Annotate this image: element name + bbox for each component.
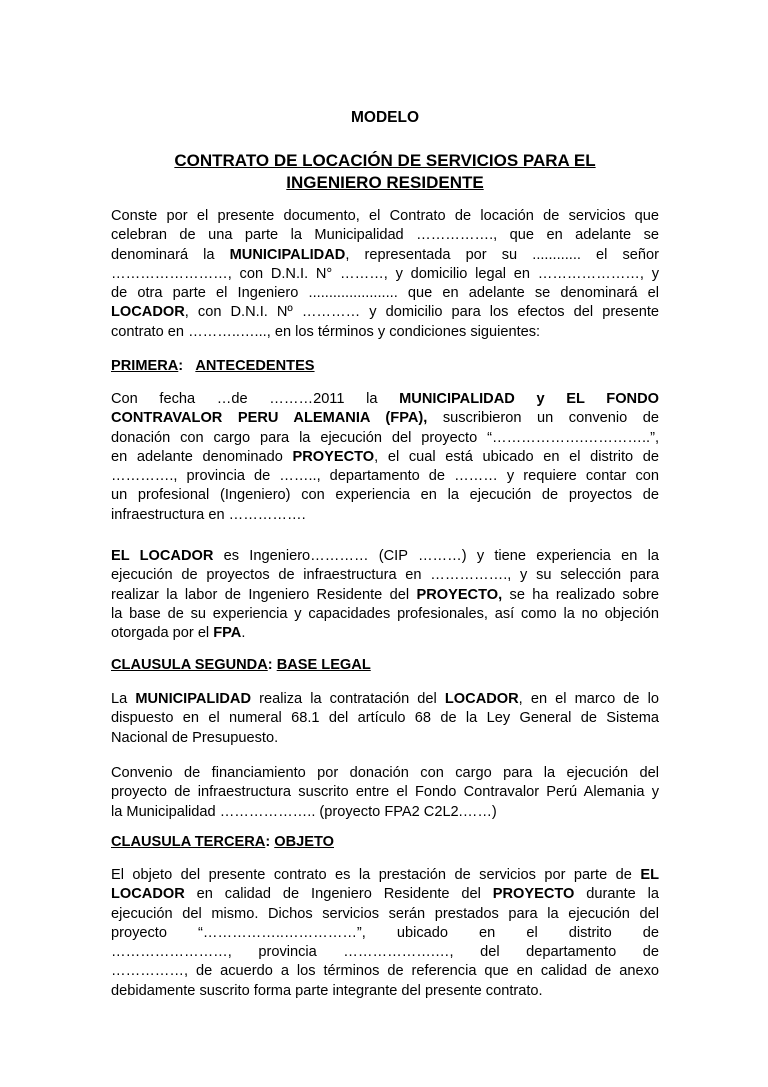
- clause-2-line: La MUNICIPALIDAD realiza la contratación del LOCADOR, en el marco de lo: [111, 691, 659, 707]
- clause-1-heading: PRIMERA: ANTECEDENTES: [111, 358, 315, 374]
- intro-line: LOCADOR, con D.N.I. Nº ………… y domicilio para los efectos del presente: [111, 304, 659, 321]
- intro-line: Conste por el presente documento, el Contrato de locación de servicios que: [111, 208, 659, 224]
- clause-2-line: proyecto de infraestructura suscrito entre el Fondo Contravalor Perú Alemania y: [111, 784, 659, 801]
- clause-1-line: otorgada por el FPA.: [111, 625, 246, 642]
- clause-1-paragraph-2: [111, 547, 659, 643]
- clause-2-paragraph-2: [111, 764, 659, 822]
- subtitle-line-1: CONTRATO DE LOCACIÓN DE SERVICIOS PARA EL: [174, 151, 596, 170]
- intro-line: de otra parte el Ingeniero ...................... que en adelante se denominará el: [111, 285, 659, 302]
- clause-3-paragraph-1: [111, 866, 659, 1001]
- clause-1-line: realizar la labor de Ingeniero Residente del PROYECTO, se ha realizado sobre: [111, 586, 659, 603]
- clause-2-line: Convenio de financiamiento por donación con cargo para la ejecución del: [111, 765, 659, 781]
- clause-1-line: EL LOCADOR es Ingeniero………… (CIP ………) y tiene experiencia en la: [111, 548, 659, 564]
- clause-2-heading: CLAUSULA SEGUNDA: BASE LEGAL: [111, 657, 371, 673]
- clause-3-line: proyecto “……………..……………”, ubicado en el distrito de: [111, 924, 659, 941]
- clause-1-line: Con fecha …de ………2011 la MUNICIPALIDAD y EL FONDO: [111, 391, 659, 407]
- clause-1-line: CONTRAVALOR PERU ALEMANIA (FPA), suscribieron un convenio de: [111, 410, 659, 427]
- clause-3-line: ……………………, provincia ……………….…, del departamento de: [111, 944, 659, 961]
- clause-2-line: la Municipalidad ……………….. (proyecto FPA2 C2L2.……): [111, 803, 497, 820]
- clause-3-line: debidamente suscrito forma parte integrante del presente contrato.: [111, 982, 543, 999]
- document-subtitle: [111, 150, 659, 193]
- clause-3-line: ……………, de acuerdo a los términos de referencia que en calidad de anexo: [111, 963, 659, 980]
- document-title: MODELO: [350, 109, 420, 126]
- clause-2-line: Nacional de Presupuesto.: [111, 729, 279, 746]
- subtitle-line-2: INGENIERO RESIDENTE: [286, 172, 484, 192]
- clause-3-line: LOCADOR en calidad de Ingeniero Residente del PROYECTO durante la: [111, 886, 659, 903]
- clause-1-paragraph-1: [111, 390, 659, 525]
- clause-1-line: ejecución de proyectos de infraestructura en ……………., y su selección para: [111, 567, 659, 584]
- clause-1-line: donación con cargo para la ejecución del proyecto “……………….…………..”,: [111, 429, 659, 446]
- intro-paragraph: [111, 207, 659, 342]
- clause-3-line: ejecución del mismo. Dichos servicios serán prestados para la ejecución del: [111, 905, 659, 922]
- clause-1-line: un profesional (Ingeniero) con experiencia en la ejecución de proyectos de: [111, 487, 659, 504]
- clause-2-line: dispuesto en el numeral 68.1 del artículo 68 de la Ley General de Sistema: [111, 710, 659, 727]
- clause-3-heading: CLAUSULA TERCERA: OBJETO: [111, 834, 334, 850]
- clause-1-line: la base de su experiencia y capacidades profesionales, así como la no objeción: [111, 605, 659, 622]
- clause-1-line: infraestructura en …………….: [111, 506, 306, 523]
- intro-line: contrato en ………..…..., en los términos y condiciones siguientes:: [111, 323, 541, 340]
- clause-1-line: …………., provincia de …….., departamento de ……… y requiere contar con: [111, 468, 659, 485]
- clause-1-line: en adelante denominado PROYECTO, el cual está ubicado en el distrito de: [111, 448, 659, 465]
- intro-line: denominará la MUNICIPALIDAD, representada por su ............ el señor: [111, 246, 659, 263]
- clause-2-paragraph-1: [111, 690, 659, 748]
- intro-line: ……………………, con D.N.I. N° ………, y domicilio legal en …………………, y: [111, 265, 659, 282]
- clause-3-line: El objeto del presente contrato es la prestación de servicios por parte de EL: [111, 867, 659, 883]
- intro-line: celebran de una parte la Municipalidad ……………., que en adelante se: [111, 227, 659, 244]
